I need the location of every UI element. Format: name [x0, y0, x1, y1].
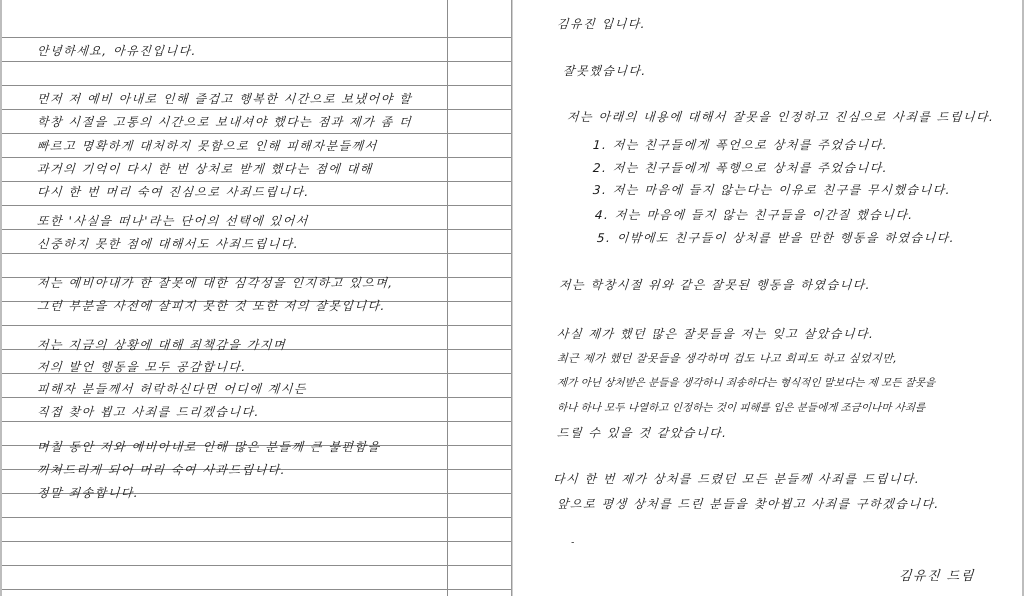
left-line: 저는 지금의 상황에 대해 죄책감을 가지며 [36, 338, 287, 352]
right-page [512, 0, 1024, 596]
signature: 김유진 드림 [898, 569, 976, 584]
left-line: 저는 예비아내가 한 잘못에 대한 심각성을 인지하고 있으며, [36, 276, 395, 290]
left-line: 또한 '사실을 떠나'라는 단어의 선택에 있어서 [36, 214, 310, 228]
right-line: 제가 아닌 상처받은 분들을 생각하니 죄송하다는 형식적인 말보다는 제 모든 잘못을 [556, 377, 936, 389]
left-line: 먼저 저 예비 아내로 인해 즐겁고 행복한 시간으로 보냈어야 할 [36, 92, 413, 106]
left-line-closing: 정말 죄송합니다. [36, 486, 140, 500]
right-list-item: 4. 저는 마음에 들지 않는 친구들을 이간질 했습니다. [594, 208, 915, 222]
right-line: 사실 제가 했던 많은 잘못들을 저는 잊고 살았습니다. [556, 327, 875, 341]
right-line: 앞으로 평생 상처를 드린 분들을 찾아뵙고 사죄를 구하겠습니다. [556, 497, 941, 511]
margin-rule [447, 0, 448, 596]
right-list-item: 3. 저는 마음에 들지 않는다는 이유로 친구를 무시했습니다. [592, 183, 952, 197]
left-line: 다시 한 번 머리 숙여 진심으로 사죄드립니다. [36, 185, 311, 199]
right-list-item: 1. 저는 친구들에게 폭언으로 상처를 주었습니다. [592, 138, 889, 152]
left-line: 며칠 동안 저와 예비아내로 인해 많은 분들께 큰 불편함을 [36, 440, 382, 454]
right-line: 하나 하나 모두 나열하고 인정하는 것이 피해를 입은 분들에게 조금이나마 사죄를 [556, 402, 926, 414]
left-line: 신중하지 못한 점에 대해서도 사죄드립니다. [36, 237, 300, 251]
left-line-greeting: 안녕하세요, 아유진입니다. [36, 44, 198, 58]
right-list-item: 2. 저는 친구들에게 폭행으로 상처를 주었습니다. [592, 161, 889, 175]
right-line: 최근 제가 했던 잘못들을 생각하며 겁도 나고 회피도 하고 싶었지만, [556, 352, 898, 365]
left-line: 직접 찾아 뵙고 사죄를 드리겠습니다. [36, 405, 261, 419]
right-line-apology: 잘못했습니다. [562, 64, 648, 78]
left-line: 과거의 기억이 다시 한 번 상처로 받게 했다는 점에 대해 [36, 162, 374, 176]
left-line: 빠르고 명확하게 대처하지 못함으로 인해 피해자분들께서 [36, 139, 379, 153]
right-line-intro: 김유진 입니다. [556, 17, 647, 31]
right-line: 저는 아래의 내용에 대해서 잘못을 인정하고 진심으로 사죄를 드립니다. [566, 110, 995, 124]
right-list-item: 5. 이밖에도 친구들이 상처를 받을 만한 행동을 하였습니다. [596, 231, 956, 245]
page-edge [0, 0, 2, 596]
left-line: 학창 시절을 고통의 시간으로 보내셔야 했다는 점과 제가 좀 더 [36, 115, 413, 129]
right-line: 다시 한 번 제가 상처를 드렸던 모든 분들께 사죄를 드립니다. [552, 472, 921, 486]
left-line: 그런 부분을 사전에 살피지 못한 것 또한 저의 잘못입니다. [36, 299, 387, 313]
left-line: 피해자 분들께서 허락하신다면 어디에 계시든 [36, 382, 308, 396]
left-line: 저의 발언 행동을 모두 공감합니다. [36, 360, 248, 374]
dash-mark: - [570, 538, 577, 548]
right-line: 저는 학창시절 위와 같은 잘못된 행동을 하였습니다. [558, 278, 872, 292]
left-line: 끼쳐드리게 되어 머리 숙여 사과드립니다. [36, 463, 287, 477]
right-line: 드릴 수 있을 것 같았습니다. [556, 426, 729, 440]
